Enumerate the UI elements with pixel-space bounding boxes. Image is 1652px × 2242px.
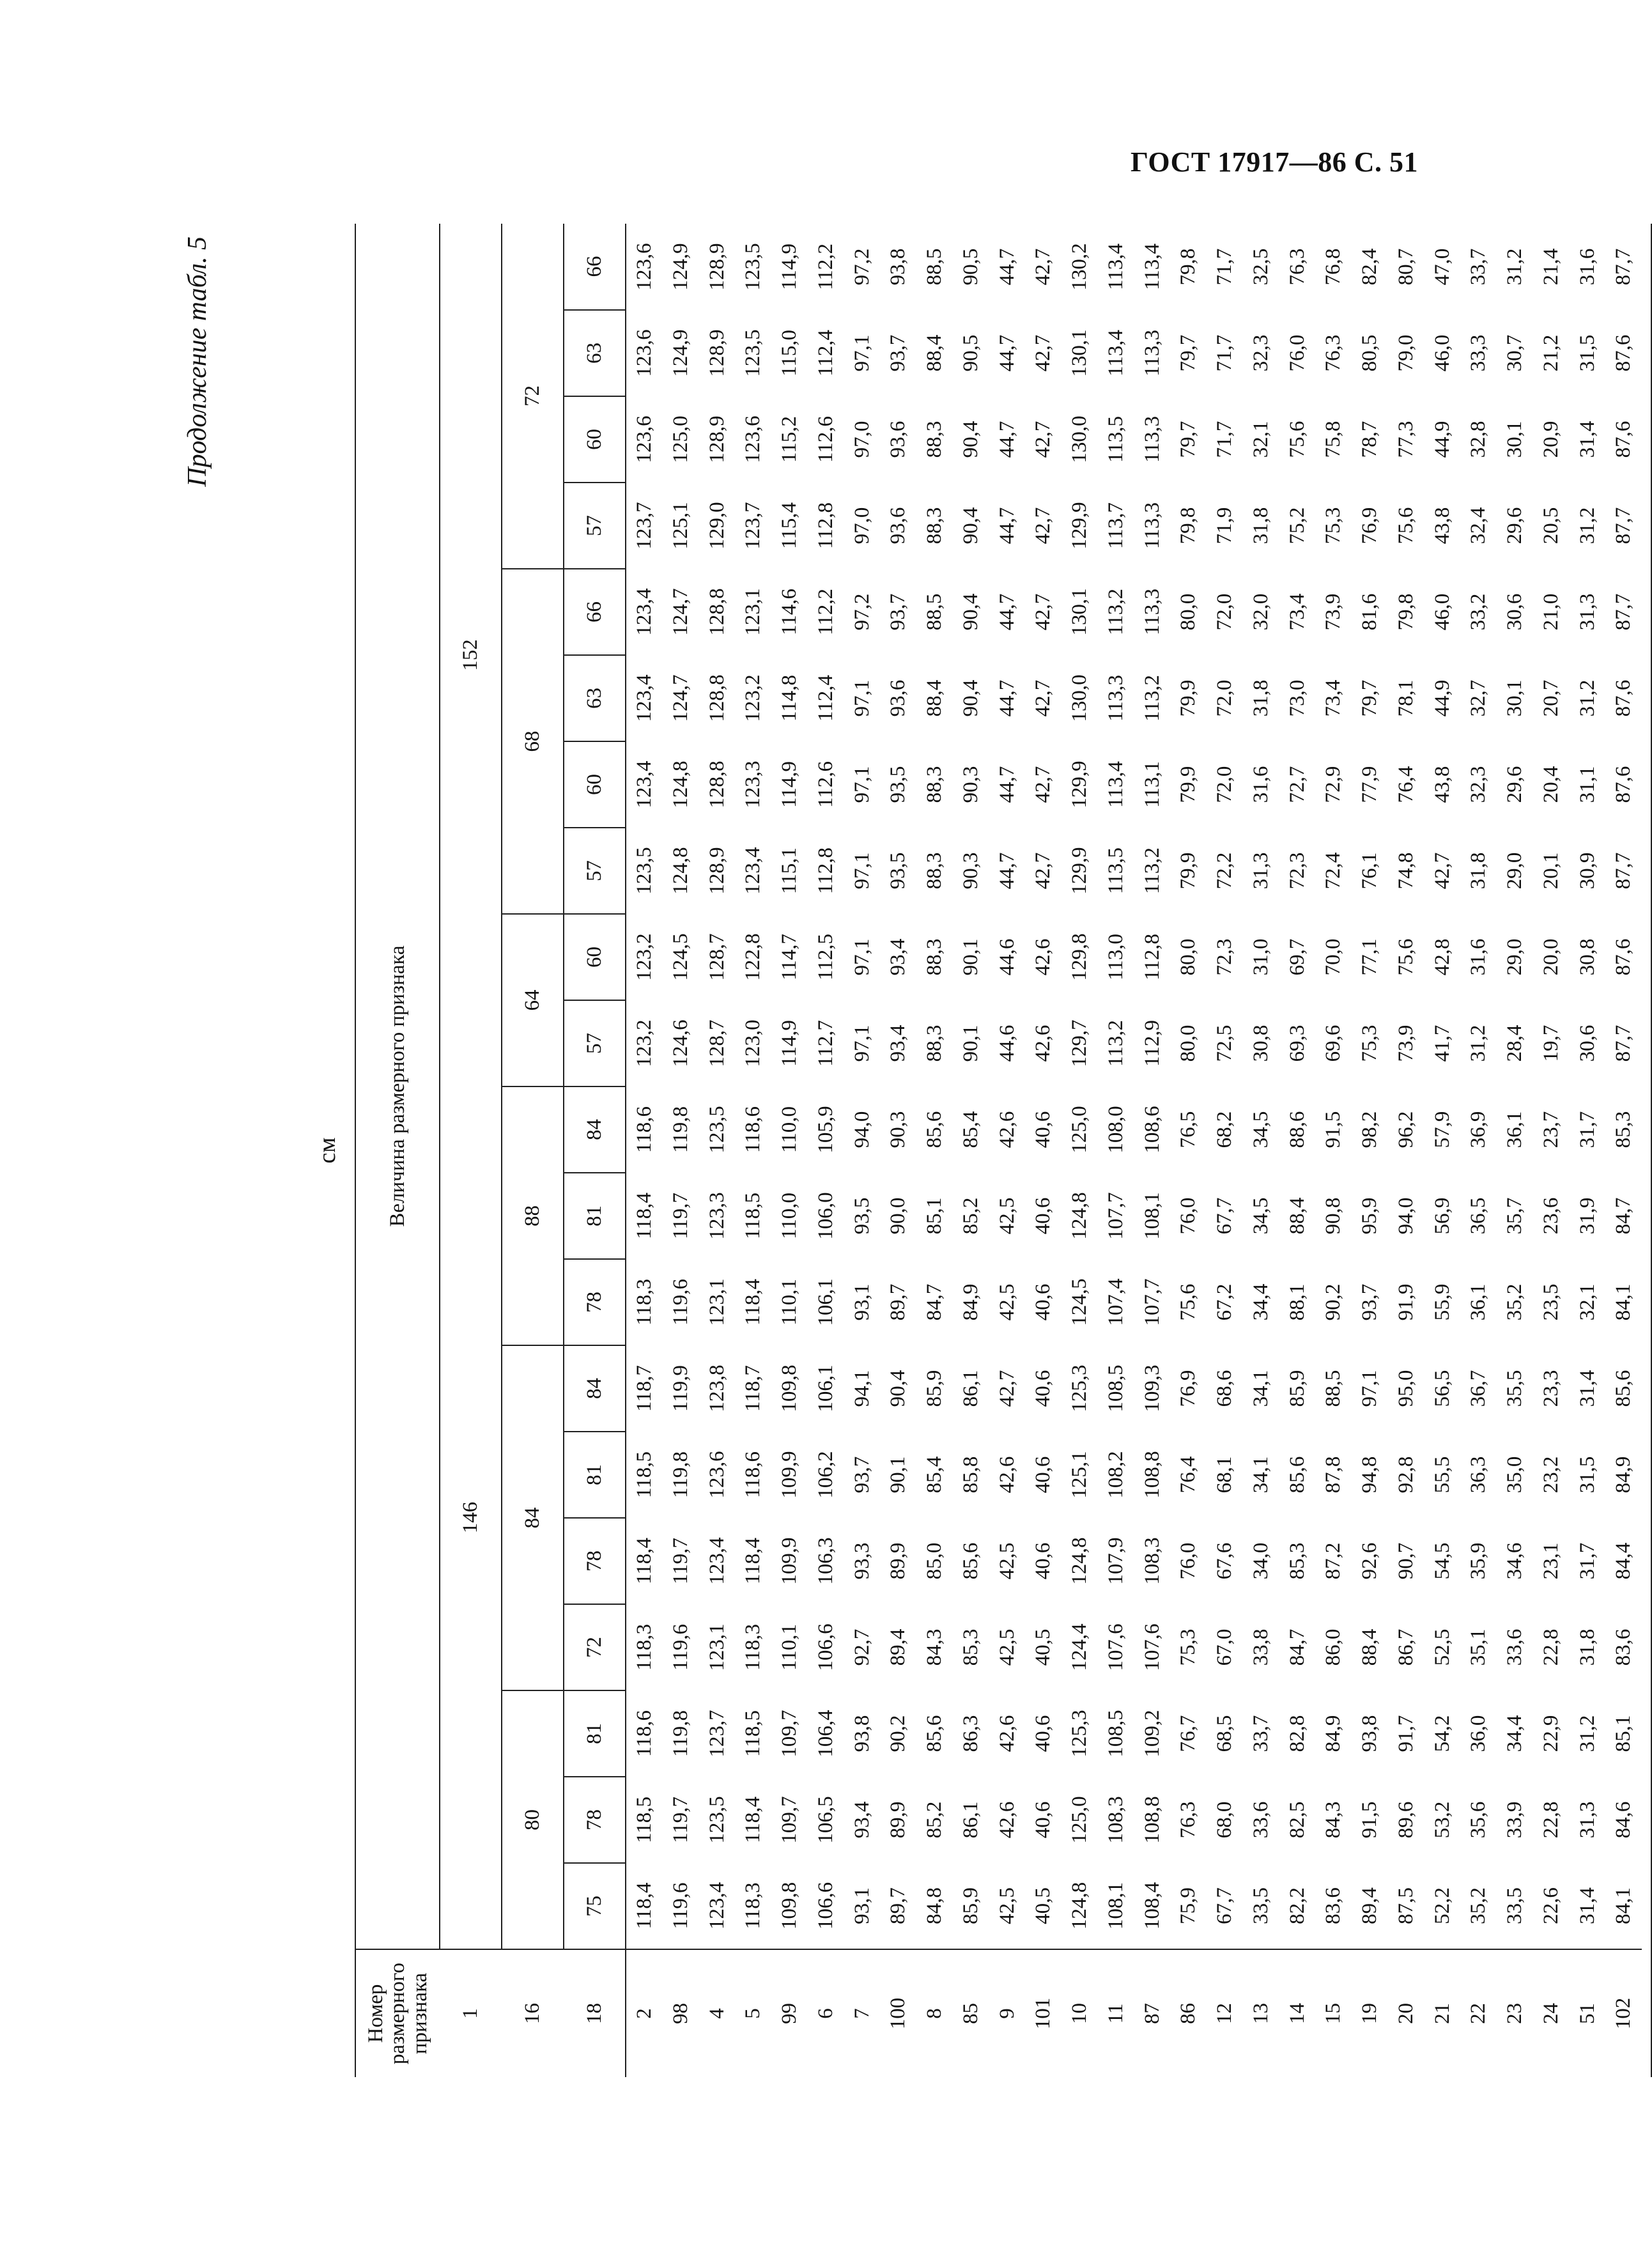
level3-header: 78 (564, 1518, 626, 1604)
level3-header: 81 (564, 1173, 626, 1259)
value-column: 118,3 119,6 123,1 118,4 110,1 106,1 93,1 89,7 84,7 84,9 42,5 40,6 124,5 107,4 107,7 75,6 67,2 34,4 88,1 90,2 93,7 91,9 55,9 36,1 35,2 23,5 32,1 84,1 (633, 1278, 1635, 1326)
row-header-cell: Номер размерного признака (355, 1949, 440, 2077)
value-column: 118,3 119,6 123,1 118,3 110,1 106,6 92,7 89,4 84,3 85,3 42,5 40,5 124,4 107,6 107,6 75,3 67,0 33,8 84,7 86,0 88,4 86,7 52,5 35,1 33,6 22,8 31,8 83,6 (633, 1623, 1635, 1671)
unit-label: см (314, 1137, 341, 1164)
level1-header: 152 (440, 224, 502, 1086)
value-column: 123,5 124,8 128,9 123,4 115,1 112,8 97,1 93,5 88,3 90,3 44,7 42,7 129,9 113,5 113,2 79,9 72,2 31,3 72,3 72,4 76,1 74,8 42,7 31,8 29,0 20,1 30,9 87,7 (633, 847, 1635, 895)
level2-header: 68 (502, 569, 564, 914)
level3-header: 60 (564, 396, 626, 483)
value-column: 118,4 119,7 123,4 118,4 109,9 106,3 93,3 89,9 85,0 85,6 42,5 40,6 124,8 107,9 108,3 76,0 67,6 34,0 85,3 87,2 92,6 90,7 54,5 35,9 34,6 23,1 31,7 84,4 (633, 1537, 1635, 1585)
value-column: 123,6 124,9 128,9 123,5 115,0 112,4 97,1 93,7 88,4 90,5 44,7 42,7 130,1 113,4 113,3 79,7 71,7 32,3 76,0 76,3 80,5 79,0 46,0 33,3 30,7 21,2 31,5 87,6 (633, 329, 1635, 377)
value-column: 118,7 119,9 123,8 118,7 109,8 106,1 94,1 90,4 85,9 86,1 42,7 40,6 125,3 108,5 109,3 76,9 68,6 34,1 85,9 88,5 97,1 95,0 56,5 36,7 35,5 23,3 31,4 85,6 (633, 1365, 1635, 1412)
level3-header: 81 (564, 1432, 626, 1518)
row-labels-cell: 2 98 4 5 99 6 7 100 8 85 9 101 10 11 87 86 12 13 14 15 19 20 21 22 23 24 51 102 (626, 1949, 1642, 2077)
bottom-rule-cell (1642, 224, 1651, 2077)
level3-header: 66 (564, 569, 626, 655)
level2-header: 84 (502, 1345, 564, 1690)
level3-header: 57 (564, 1000, 626, 1086)
level3-header: 72 (564, 1604, 626, 1690)
level3-header: 66 (564, 224, 626, 310)
value-column: 123,7 125,1 129,0 123,7 115,4 112,8 97,0 93,6 88,3 90,4 44,7 42,7 129,9 113,7 113,3 79,8 71,9 31,8 75,2 75,3 76,9 75,6 43,8 32,4 29,6 20,5 31,2 87,7 (633, 502, 1635, 550)
level2-header: 64 (502, 914, 564, 1086)
level3-header: 57 (564, 483, 626, 569)
level1-header: 146 (440, 1086, 502, 1949)
value-column: 123,6 125,0 128,9 123,6 115,2 112,6 97,0 93,6 88,3 90,4 44,7 42,7 130,0 113,5 113,3 79,7 71,7 32,1 75,6 75,8 78,7 77,3 44,9 32,8 30,1 20,9 31,4 87,6 (633, 415, 1635, 463)
value-column: 123,4 124,8 128,8 123,3 114,9 112,6 97,1 93,5 88,3 90,3 44,7 42,7 129,9 113,4 113,1 79,9 72,0 31,6 72,7 72,9 77,9 76,4 43,8 32,3 29,6 20,4 31,1 87,6 (633, 761, 1635, 808)
value-column: 123,4 124,7 128,8 123,1 114,6 112,2 97,2 93,7 88,5 90,4 44,7 42,7 130,1 113,2 113,3 80,0 72,0 32,0 73,4 73,9 81,6 79,8 46,0 33,2 30,6 21,0 31,3 87,7 (633, 588, 1635, 636)
row-header-code: 18 (564, 1949, 626, 2077)
level3-header: 75 (564, 1863, 626, 1949)
row-header-code: 1 (440, 1949, 502, 2077)
data-table (355, 224, 1652, 2077)
level3-header: 57 (564, 828, 626, 914)
level3-header: 84 (564, 1086, 626, 1173)
value-column: 118,6 119,8 123,7 118,5 109,7 106,4 93,8 90,2 85,6 86,3 42,6 40,6 125,3 108,5 109,2 76,7 68,5 33,7 82,8 84,9 93,8 91,7 54,2 36,0 34,4 22,9 31,2 85,1 (633, 1710, 1635, 1758)
level3-header: 78 (564, 1777, 626, 1863)
value-column: 118,5 119,7 123,5 118,4 109,7 106,5 93,4 89,9 85,2 86,1 42,6 40,6 125,0 108,3 108,8 76,3 68,0 33,6 82,5 84,3 91,5 89,6 53,2 35,6 33,9 22,8 31,3 84,6 (633, 1796, 1635, 1844)
column-header-cell: Величина размерного признака (355, 224, 440, 1949)
value-column: 118,5 119,8 123,6 118,6 109,9 106,2 93,7 90,1 85,4 85,8 42,6 40,6 125,1 108,2 108,8 76,4 68,1 34,1 85,6 87,8 94,8 92,8 55,5 36,3 35,0 23,2 31,5 84,9 (633, 1451, 1635, 1499)
value-column: 118,4 119,7 123,3 118,5 110,0 106,0 93,5 90,0 85,1 85,2 42,5 40,6 124,8 107,7 108,1 76,0 67,7 34,5 88,4 90,8 95,9 94,0 56,9 36,5 35,7 23,6 31,9 84,7 (633, 1192, 1635, 1240)
row-header-code: 16 (502, 1949, 564, 2077)
level3-header: 63 (564, 310, 626, 396)
value-column: 123,2 124,5 128,7 122,8 114,7 112,5 97,1 93,4 88,3 90,1 44,6 42,6 129,8 113,0 112,8 80,0 72,3 31,0 69,7 70,0 77,1 75,6 42,8 31,6 29,0 20,0 30,8 87,6 (633, 933, 1635, 981)
value-column: 123,2 124,6 128,7 123,0 114,9 112,7 97,1 93,4 88,3 90,1 44,6 42,6 129,7 113,2 112,9 80,0 72,5 30,8 69,3 69,6 75,3 73,9 41,7 31,2 28,4 19,7 30,6 87,7 (633, 1019, 1635, 1067)
level3-header: 78 (564, 1259, 626, 1345)
table-bottom-rule (1642, 224, 1651, 2077)
level3-header: 63 (564, 655, 626, 741)
level2-header: 88 (502, 1086, 564, 1345)
level2-header: 80 (502, 1690, 564, 1949)
value-column: 123,6 124,9 128,9 123,5 114,9 112,2 97,2 93,8 88,5 90,5 44,7 42,7 130,2 113,4 113,4 79,8 71,7 32,5 76,3 76,8 82,4 80,7 47,0 33,7 31,2 21,4 31,6 87,7 (633, 243, 1635, 291)
level3-header: 81 (564, 1690, 626, 1777)
value-column: 118,4 119,6 123,4 118,3 109,8 106,6 93,1 89,7 84,8 85,9 42,5 40,5 124,8 108,1 108,4 75,9 67,7 33,5 82,2 83,6 89,4 87,5 52,2 35,2 33,5 22,6 31,4 84,1 (633, 1882, 1635, 1930)
level2-header: 72 (502, 224, 564, 569)
value-column: 123,4 124,7 128,8 123,2 114,8 112,4 97,1 93,6 88,4 90,4 44,7 42,7 130,0 113,3 113,2 79,9 72,0 31,8 73,0 73,4 79,7 78,1 44,9 32,7 30,1 20,7 31,2 87,6 (633, 674, 1635, 722)
page-header: ГОСТ 17917—86 С. 51 (1130, 146, 1418, 178)
level3-header: 84 (564, 1345, 626, 1432)
level3-header: 60 (564, 741, 626, 828)
level3-header: 60 (564, 914, 626, 1000)
continuation-label: Продолжение табл. 5 (183, 236, 212, 487)
value-column: 118,6 119,8 123,5 118,6 110,0 105,9 94,0 90,3 85,6 85,4 42,6 40,6 125,0 108,0 108,6 76,5 68,2 34,5 88,6 91,5 98,2 96,2 57,9 36,9 36,1 23,7 31,7 85,3 (633, 1106, 1635, 1154)
data-body-row (626, 224, 1642, 2077)
rotated-table-block (173, 224, 1635, 2077)
